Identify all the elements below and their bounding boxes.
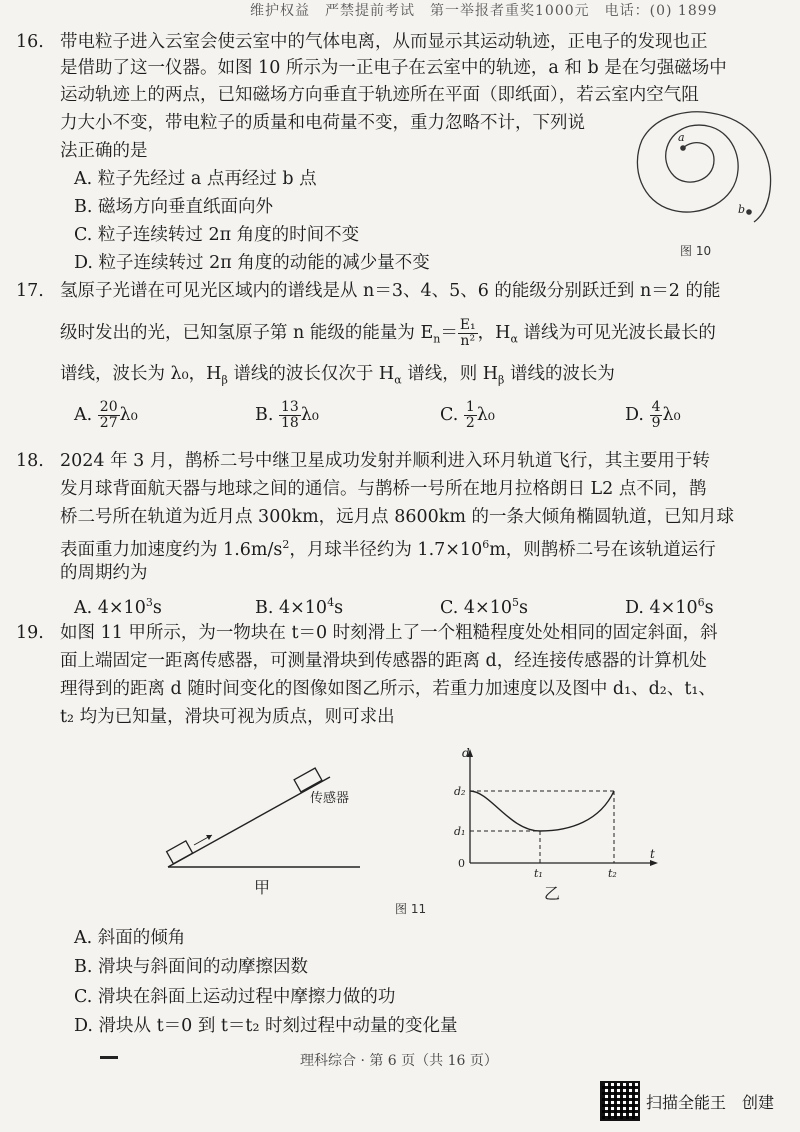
q19-option-a: A. 斜面的倾角 (74, 928, 186, 948)
energy-fraction (458, 318, 478, 349)
q17-line3 (60, 362, 615, 393)
q18-sup1: 2 (282, 538, 290, 551)
figure-10-caption: 图 10 (680, 244, 712, 258)
q19-option-c: C. 滑块在斜面上运动过程中摩擦力做的功 (74, 987, 396, 1007)
label-yi: 乙 (544, 884, 561, 903)
q17-option-c (440, 400, 495, 431)
q17-t3c: 谱线，则 H (401, 364, 499, 384)
q18-option-a (74, 591, 162, 620)
q16-option-d: D. 粒子连续转过 2π 角度的动能的减少量不变 (74, 253, 430, 273)
q16-line3: 运动轨迹上的两点，已知磁场方向垂直于轨迹所在平面（即纸面），若云室内空气阻 (60, 85, 699, 105)
q18-number: 18. (16, 451, 44, 471)
q17-c-frac (464, 400, 477, 431)
point-a (680, 145, 686, 151)
q16-option-a: A. 粒子先经过 a 点再经过 b 点 (74, 169, 317, 189)
q18-line1 (16, 449, 710, 473)
q17-number: 17. (16, 281, 44, 301)
q19-option-d: D. 滑块从 t＝0 到 t＝t₂ 时刻过程中动量的变化量 (74, 1016, 458, 1036)
q18-c-unit: s (518, 597, 528, 618)
q16-line2: 是借助了这一仪器。如图 10 所示为一正电子在云室中的轨迹，a 和 b 是在匀强磁场中 (60, 58, 727, 78)
figure-10-spiral (628, 110, 778, 240)
q18-d-unit: s (704, 597, 714, 618)
q17-t3a: 谱线，波长为 λ₀，H (60, 364, 222, 384)
q17-c-den: 2 (465, 415, 475, 431)
q18-b-base: B. 4×10 (255, 597, 328, 618)
d-t-curve (470, 791, 614, 831)
t2-label: t₂ (608, 867, 617, 880)
q17-option-d (625, 400, 681, 431)
sensor-box (294, 768, 322, 792)
block-bottom (167, 841, 193, 864)
q18-d-base: D. 4×10 (625, 597, 698, 618)
q18-a-exp: 3 (145, 596, 153, 609)
q19-option-b: B. 滑块与斜面间的动摩擦因数 (74, 957, 308, 977)
q17-t2a: 级时发出的光，已知氢原子第 n 能级的能量为 E (60, 323, 434, 343)
q16-option-b: B. 磁场方向垂直纸面向外 (74, 197, 273, 217)
q18-d-exp: 6 (697, 596, 705, 609)
q18-line3: 桥二号所在轨道为近月点 300km，远月点 8600km 的一条大倾角椭圆轨道，已知月球 (60, 507, 735, 527)
q17-eq: ＝ (440, 323, 458, 343)
q16-number: 16. (16, 32, 44, 52)
q19-line2: 面上端固定一距离传感器，可测量滑块到传感器的距离 d，经连接传感器的计算机处 (60, 651, 707, 671)
scanner-brand: 扫描全能王 创建 (646, 1093, 775, 1112)
q17-d-frac (650, 400, 663, 431)
q18-b-exp: 4 (327, 596, 335, 609)
q17-sub-n: n (433, 332, 441, 346)
q17-b-num: 13 (281, 399, 299, 415)
q18-option-b (255, 591, 343, 620)
q17-alpha2: α (394, 373, 402, 387)
q17-t3d: 谱线的波长为 (504, 364, 615, 384)
d2-label: d₂ (454, 785, 466, 798)
label-a: a (678, 131, 685, 144)
q17-a-lambda: λ₀ (119, 405, 138, 425)
frac-denominator: n² (460, 333, 476, 349)
q17-c-num: 1 (465, 399, 475, 415)
q17-d-den: 9 (651, 415, 661, 431)
label-jia: 甲 (254, 878, 271, 897)
q19-line3: 理得到的距离 d 随时间变化的图像如图乙所示，若重力加速度以及图中 d₁、d₂、t₁、 (60, 679, 716, 699)
q18-line2: 发月球背面航天器与地球之间的通信。与鹊桥一号所在地月拉格朗日 L2 点不同，鹊 (60, 479, 707, 499)
q17-beta2: β (498, 373, 505, 387)
spiral-trajectory (637, 112, 770, 222)
q17-alpha: α (510, 332, 518, 346)
q17-a-label: A. (74, 405, 93, 425)
q17-b-label: B. (255, 405, 274, 425)
q17-t2c: 谱线为可见光波长最长的 (517, 323, 716, 343)
q17-option-a (74, 400, 138, 431)
q19-text1: 如图 11 甲所示，为一物块在 t＝0 时刻滑上了一个粗糙程度处处相同的固定斜面，斜 (60, 623, 718, 643)
axis-d-label: d (462, 746, 470, 760)
q16-line4: 力大小不变，带电粒子的质量和电荷量不变，重力忽略不计，下列说 (60, 113, 585, 133)
figure-11-caption: 图 11 (395, 902, 427, 916)
frac-numerator: E₁ (459, 317, 476, 333)
q18-line4 (60, 533, 716, 562)
q18-t4a: 表面重力加速度约为 1.6m/s (60, 539, 283, 560)
q18-sup2: 6 (482, 538, 490, 551)
q18-text1: 2024 年 3 月，鹊桥二号中继卫星成功发射并顺利进入环月轨道飞行，其主要用于转 (60, 451, 710, 471)
q17-line2 (60, 318, 716, 352)
q18-line5: 的周期约为 (60, 563, 148, 583)
origin-label: 0 (458, 857, 465, 870)
q18-a-unit: s (152, 597, 162, 618)
q19-line1 (16, 621, 718, 645)
q17-t3b: 谱线的波长仅次于 H (227, 364, 395, 384)
q17-t2b: ，H (477, 323, 511, 343)
page-header: 维护权益 严禁提前考试 第一举报者重奖1000元 电话：(0) 1899 (250, 3, 718, 19)
q17-b-lambda: λ₀ (300, 405, 319, 425)
q16-line5: 法正确的是 (60, 141, 148, 161)
t1-label: t₁ (534, 867, 543, 880)
q17-d-num: 4 (651, 399, 661, 415)
q18-a-base: A. 4×10 (74, 597, 146, 618)
q17-c-lambda: λ₀ (476, 405, 495, 425)
footer-mark (100, 1056, 118, 1059)
label-b: b (738, 203, 746, 216)
axis-t-label: t (650, 847, 655, 861)
q17-a-num: 20 (99, 399, 118, 415)
q16-text1: 带电粒子进入云室会使云室中的气体电离，从而显示其运动轨迹，正电子的发现也正 (60, 32, 708, 52)
figure-11-incline (150, 755, 370, 905)
q17-text1: 氢原子光谱在可见光区域内的谱线是从 n＝3、4、5、6 的能级分别跃迁到 n＝2 的能 (60, 281, 721, 301)
q18-b-unit: s (334, 597, 344, 618)
q17-line1 (16, 279, 720, 303)
q18-option-c (440, 591, 528, 620)
q17-b-den: 18 (281, 415, 299, 431)
q17-d-label: D. (625, 405, 644, 425)
q17-option-b (255, 400, 319, 431)
q17-b-frac (279, 400, 301, 431)
sensor-label: 传感器 (310, 791, 350, 806)
q18-t4c: m，则鹊桥二号在该轨道运行 (489, 539, 716, 560)
q19-number: 19. (16, 623, 44, 643)
q16-option-c: C. 粒子连续转过 2π 角度的时间不变 (74, 225, 360, 245)
d1-label: d₁ (454, 825, 466, 838)
q19-line4: t₂ 均为已知量，滑块可视为质点，则可求出 (60, 707, 395, 727)
q18-c-base: C. 4×10 (440, 597, 512, 618)
q17-c-label: C. (440, 405, 459, 425)
qr-code-icon (600, 1081, 640, 1121)
q18-t4b: ，月球半径约为 1.7×10 (289, 539, 483, 560)
point-b (746, 209, 752, 215)
q18-option-d (625, 591, 714, 620)
q18-c-exp: 5 (511, 596, 519, 609)
q17-beta1: β (221, 373, 228, 387)
q17-a-den: 27 (99, 415, 118, 431)
page-footer: 理科综合 · 第 6 页（共 16 页） (300, 1053, 498, 1069)
q17-d-lambda: λ₀ (662, 405, 681, 425)
figure-11-dt-graph (440, 745, 670, 905)
q16-line1 (16, 30, 708, 54)
q17-a-frac (98, 400, 120, 431)
